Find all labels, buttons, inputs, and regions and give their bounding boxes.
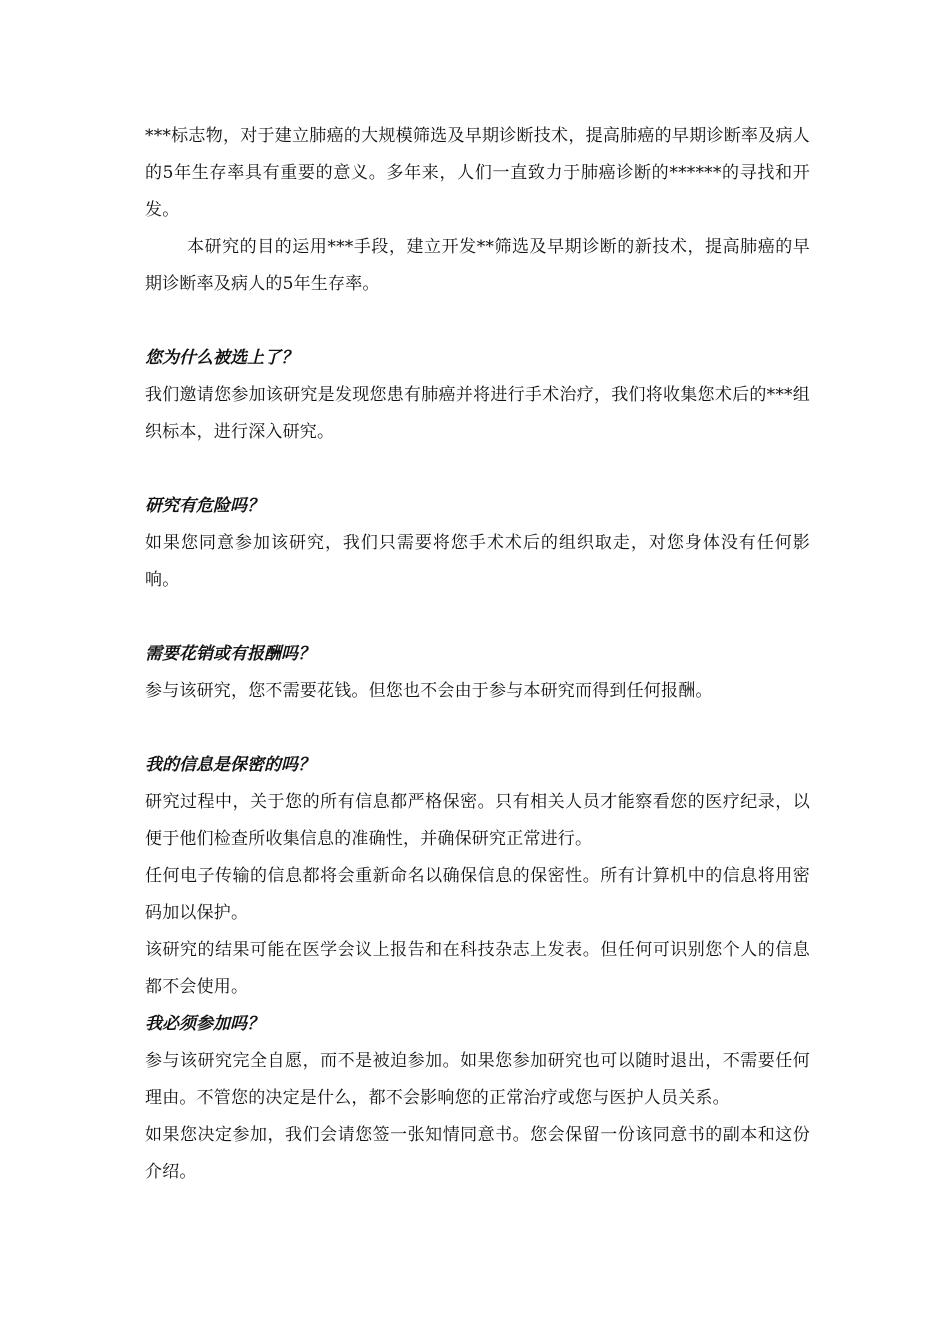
spacer (145, 303, 810, 340)
heading-risk: 研究有危险吗？ (145, 496, 264, 516)
intro-paragraph-2: 本研究的目的运用***手段，建立开发**筛选及早期诊断的新技术，提高肺癌的早期诊断率及病人的5年生存率。 (145, 237, 810, 294)
spacer (145, 710, 810, 747)
cost-paragraph: 参与该研究，您不需要花钱。但您也不会由于参与本研究而得到任何报酬。 (145, 681, 713, 701)
heading-must-join: 我必须参加吗？ (145, 1014, 264, 1034)
document-body (145, 118, 810, 1191)
privacy-paragraph-3: 该研究的结果可能在医学会议上报告和在科技杂志上发表。但任何可识别您个人的信息都不会使用。 (145, 940, 810, 997)
must-join-paragraph-2: 如果您决定参加，我们会请您签一张知情同意书。您会保留一份该同意书的副本和这份介绍。 (145, 1125, 810, 1182)
heading-why-selected: 您为什么被选上了？ (145, 348, 298, 368)
privacy-paragraph-2: 任何电子传输的信息都将会重新命名以确保信息的保密性。所有计算机中的信息将用密码加以保护。 (145, 866, 810, 923)
heading-privacy: 我的信息是保密的吗？ (145, 755, 315, 775)
risk-paragraph: 如果您同意参加该研究，我们只需要将您手术术后的组织取走，对您身体没有任何影响。 (145, 533, 810, 590)
heading-cost: 需要花销或有报酬吗？ (145, 644, 315, 664)
why-selected-paragraph: 我们邀请您参加该研究是发现您患有肺癌并将进行手术治疗，我们将收集您术后的***组织标本，进行深入研究。 (145, 385, 810, 442)
privacy-paragraph-1: 研究过程中，关于您的所有信息都严格保密。只有相关人员才能察看您的医疗纪录，以便于他们检查所收集信息的准确性，并确保研究正常进行。 (145, 792, 810, 849)
spacer (145, 451, 810, 488)
spacer (145, 599, 810, 636)
intro-paragraph-1: ***标志物，对于建立肺癌的大规模筛选及早期诊断技术，提高肺癌的早期诊断率及病人的5年生存率具有重要的意义。多年来，人们一直致力于肺癌诊断的******的寻找和开发。 (145, 126, 810, 220)
must-join-paragraph-1: 参与该研究完全自愿，而不是被迫参加。如果您参加研究也可以随时退出，不需要任何理由。不管您的决定是什么，都不会影响您的正常治疗或您与医护人员关系。 (145, 1051, 810, 1108)
